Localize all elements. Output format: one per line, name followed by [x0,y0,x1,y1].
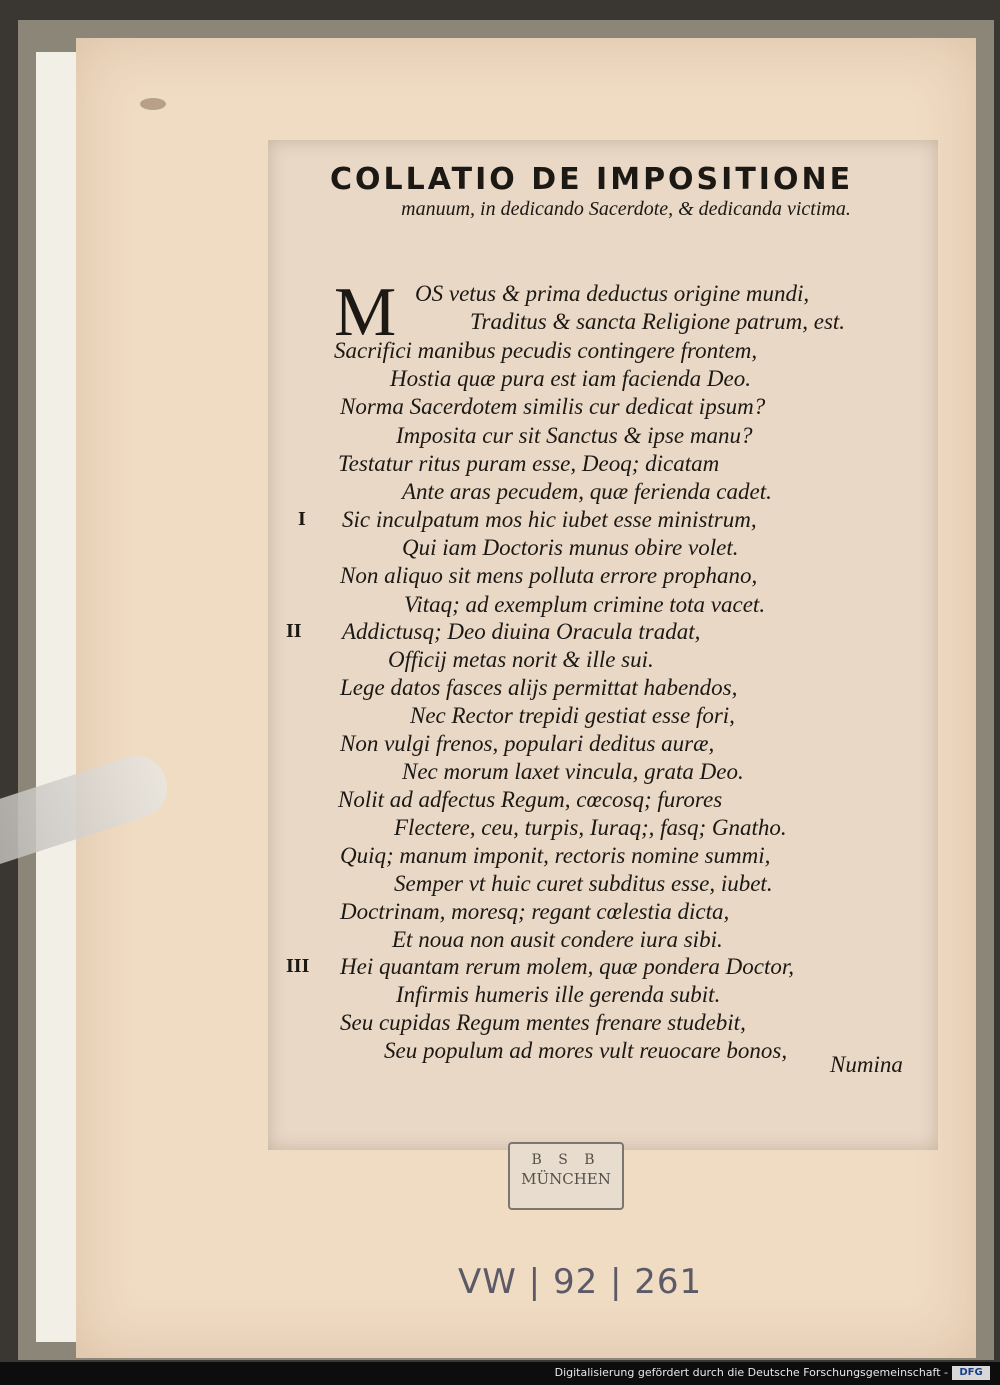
section-numeral: I [298,508,306,530]
ink-stain [140,98,166,110]
verse-line: Non vulgi frenos, populari deditus auræ, [340,731,715,756]
verse-line: Quiq; manum imponit, rectoris nomine summi, [340,843,771,868]
verse-line: Infirmis humeris ille gerenda subit. [396,982,721,1007]
verse-line: Vitaq; ad exemplum crimine tota vacet. [404,592,766,617]
catchword: Numina [830,1052,903,1077]
verse-line: Qui iam Doctoris munus obire volet. [402,535,739,560]
footer-credit: Digitalisierung gefördert durch die Deutsche Forschungsgemeinschaft - [554,1366,948,1379]
library-stamp [508,1142,624,1210]
verse-line: Flectere, ceu, turpis, Iuraq;, fasq; Gnatho. [394,815,787,840]
section-numeral: III [286,955,310,977]
shelfmark: VW | 92 | 261 [458,1262,703,1302]
stamp-line-2: MÜNCHEN [521,1170,611,1188]
section-numeral: II [286,620,302,642]
page-edge-strip [36,52,80,1342]
verse-line: Imposita cur sit Sanctus & ipse manu? [396,423,753,448]
page-subtitle: manuum, in dedicando Sacerdote, & dedicanda victima. [401,198,851,220]
verse-line: Norma Sacerdotem similis cur dedicat ipsum? [340,394,766,419]
verse-line: Officij metas norit & ille sui. [388,647,654,672]
verse-line: Hostia quæ pura est iam facienda Deo. [390,366,751,391]
footer-bar [0,1362,1000,1385]
dfg-logo-icon: DFG [952,1366,990,1380]
verse-line: Sacrifici manibus pecudis contingere frontem, [334,338,758,363]
verse-line: Et noua non ausit condere iura sibi. [392,927,723,952]
verse-line: Doctrinam, moresq; regant cœlestia dicta, [340,899,730,924]
verse-line: Nolit ad adfectus Regum, cœcosq; furores [338,787,723,812]
verse-line: Nec morum laxet vincula, grata Deo. [402,759,744,784]
stamp-line-1: B S B [531,1152,601,1168]
verse-line: Addictusq; Deo diuina Oracula tradat, [342,619,701,644]
drop-capital: M [334,274,397,351]
verse-line: Seu populum ad mores vult reuocare bonos, [384,1038,788,1063]
verse-line: Ante aras pecudem, quæ ferienda cadet. [402,479,772,504]
page-title: COLLATIO DE IMPOSITIONE [330,162,854,197]
verse-line: Testatur ritus puram esse, Deoq; dicatam [338,451,720,476]
verse-line: Lege datos fasces alijs permittat habendos, [340,675,738,700]
verse-line: Semper vt huic curet subditus esse, iubet. [394,871,773,896]
verse-line: Nec Rector trepidi gestiat esse fori, [410,703,735,728]
verse-line: Non aliquo sit mens polluta errore prophano, [340,563,758,588]
verse-line: Hei quantam rerum molem, quæ pondera Doctor, [340,954,795,979]
verse-line: OS vetus & prima deductus origine mundi, [415,281,810,306]
verse-line: Sic inculpatum mos hic iubet esse ministrum, [342,507,757,532]
verse-line: Seu cupidas Regum mentes frenare studebit, [340,1010,746,1035]
verse-line: Traditus & sancta Religione patrum, est. [470,309,846,334]
